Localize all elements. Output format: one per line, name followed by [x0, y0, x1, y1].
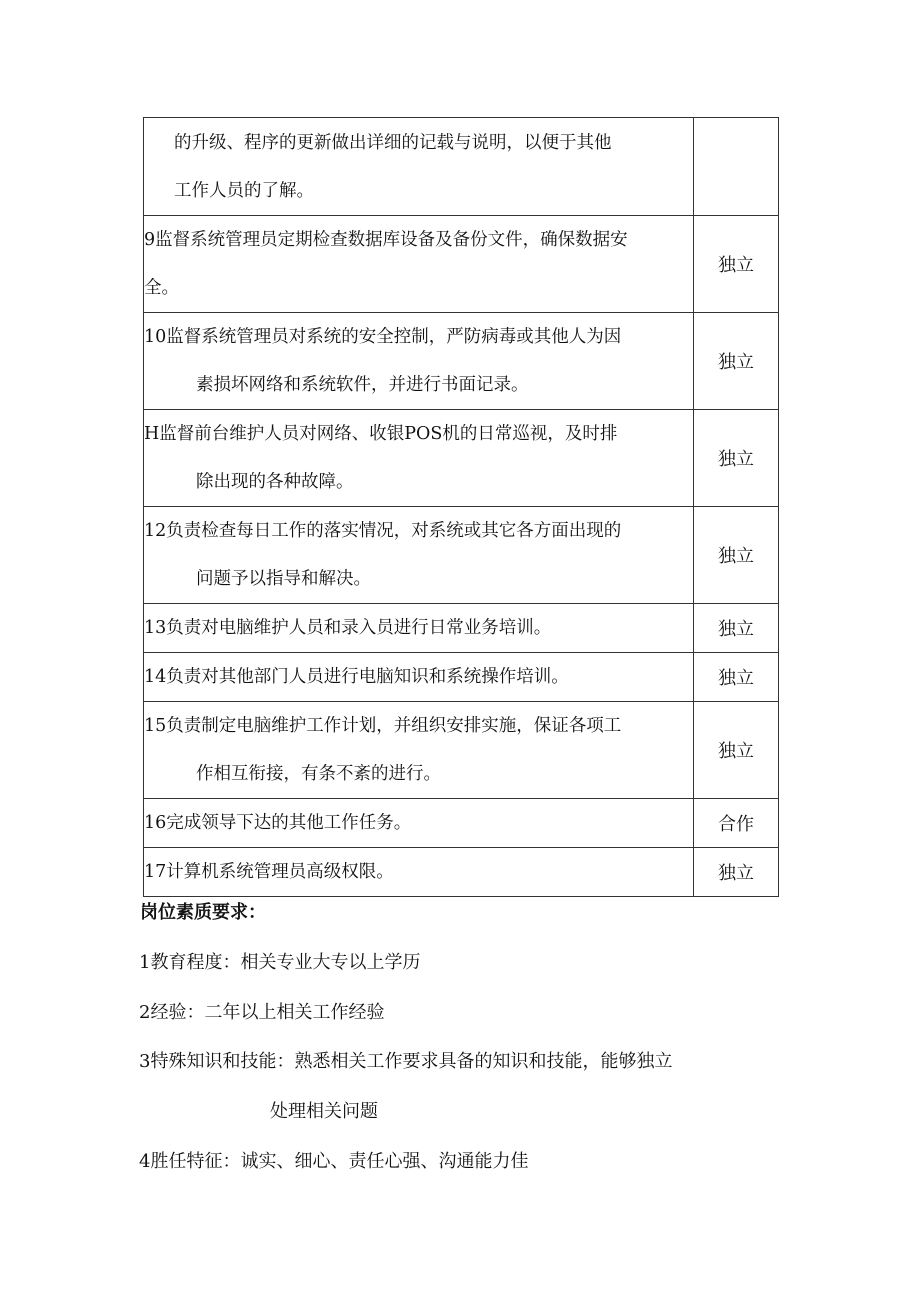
duty-text-line: 14负责对其他部门人员进行电脑知识和系统操作培训。: [144, 667, 569, 687]
duty-mode: 独立: [694, 702, 779, 799]
duty-description: [144, 507, 694, 604]
table-row: [144, 410, 779, 507]
duty-text-line: 全。: [144, 278, 179, 298]
duty-mode: [694, 118, 779, 216]
duty-description: [144, 702, 694, 799]
requirement-item: 3特殊知识和技能：熟悉相关工作要求具备的知识和技能，能够独立: [139, 1051, 673, 1072]
duty-mode: 独立: [694, 604, 779, 653]
duty-mode: 独立: [694, 410, 779, 507]
duty-mode: 独立: [694, 216, 779, 313]
duty-mode: 合作: [694, 799, 779, 848]
duty-description: [144, 313, 694, 410]
duty-text-line: 作相互衔接，有条不紊的进行。: [196, 764, 441, 784]
table-row: [144, 216, 779, 313]
duty-description: [144, 799, 694, 848]
duty-description: [144, 653, 694, 702]
duty-mode: 独立: [694, 653, 779, 702]
table-row: [144, 507, 779, 604]
duty-description: [144, 848, 694, 897]
table-row: [144, 848, 779, 897]
duty-text-line: 13负责对电脑维护人员和录入员进行日常业务培训。: [144, 618, 552, 638]
duty-text-line: 12负责检查每日工作的落实情况，对系统或其它各方面出现的: [144, 521, 622, 541]
duty-description: [144, 118, 694, 216]
table-row: [144, 702, 779, 799]
duty-mode: 独立: [694, 507, 779, 604]
duty-text-line: 17计算机系统管理员高级权限。: [144, 862, 394, 882]
duty-text-line: 的升级、程序的更新做出详细的记载与说明，以便于其他: [174, 132, 612, 153]
table-row: [144, 118, 779, 216]
duty-text-line: 9监督系统管理员定期检查数据库设备及备份文件，确保数据安: [144, 230, 628, 250]
duty-description: [144, 216, 694, 313]
duty-mode: 独立: [694, 848, 779, 897]
duty-text-line: 16完成领导下达的其他工作任务。: [144, 813, 412, 833]
table-row: [144, 799, 779, 848]
duty-text-line: H监督前台维护人员对网络、收银POS机的日常巡视，及时排: [144, 424, 618, 444]
table-row: [144, 313, 779, 410]
requirement-item: 处理相关问题: [270, 1101, 378, 1122]
section-heading: 岗位素质要求：: [140, 902, 266, 923]
duty-text-line: 工作人员的了解。: [174, 180, 314, 201]
duty-text-line: 问题予以指导和解决。: [196, 569, 371, 589]
duty-mode: 独立: [694, 313, 779, 410]
duty-text-line: 素损坏网络和系统软件，并进行书面记录。: [196, 375, 529, 395]
table-row: [144, 604, 779, 653]
duty-description: [144, 410, 694, 507]
duties-table: [143, 117, 779, 897]
table-row: [144, 653, 779, 702]
duty-description: [144, 604, 694, 653]
requirement-item: 4胜任特征：诚实、细心、责任心强、沟通能力佳: [139, 1151, 529, 1172]
duty-text-line: 15负责制定电脑维护工作计划，并组织安排实施，保证各项工: [144, 716, 622, 736]
duty-text-line: 10监督系统管理员对系统的安全控制，严防病毒或其他人为因: [144, 327, 622, 347]
requirement-item: 2经验：二年以上相关工作经验: [139, 1002, 385, 1023]
duty-text-line: 除出现的各种故障。: [196, 472, 354, 492]
requirement-item: 1教育程度：相关专业大专以上学历: [139, 952, 421, 973]
